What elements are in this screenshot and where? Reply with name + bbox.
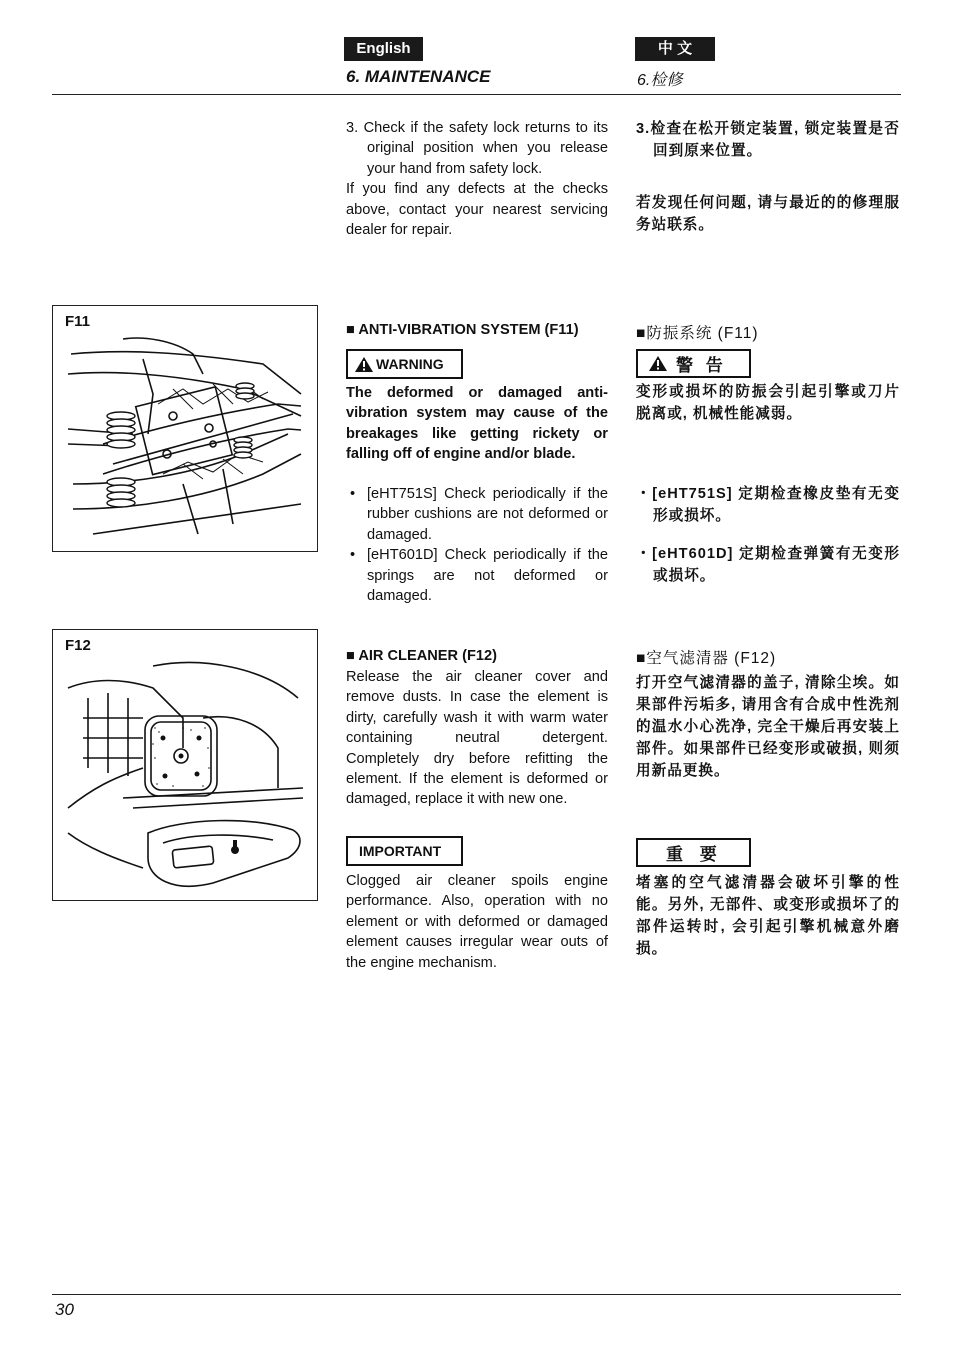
figure-f11 — [52, 305, 318, 552]
warning-triangle-icon — [354, 356, 374, 373]
bullet-eht751s-cn: ・[eHT751S] 定期检查橡皮垫有无变形或损坏。 — [636, 486, 900, 524]
safety-lock-note-cn: 若发现任何问题, 请与最近的的修理服务站联系。 — [636, 195, 900, 233]
warning-triangle-icon-cn — [648, 355, 668, 372]
bullet-eht751s: • [eHT751S] Check periodically if the rubber cushions are not deformed or damaged. — [346, 484, 608, 545]
air-cleaner-heading-cn: ■空气滤清器 (F12) — [636, 650, 777, 667]
figure-label-f11: F11 — [65, 313, 91, 330]
safety-lock-item: 3. Check if the safety lock returns to its original position when you release your hand from safety lock. — [346, 120, 608, 177]
safety-lock-item-cn: 3.检查在松开锁定装置, 锁定装置是否回到原来位置。 — [636, 121, 900, 159]
warning-label-cn: 警 告 — [676, 356, 727, 375]
important-label-cn: 重 要 — [666, 845, 723, 864]
figure-label-f12: F12 — [65, 637, 91, 654]
page-number: 30 — [55, 1300, 74, 1319]
header-rule — [52, 94, 901, 95]
important-label-box-cn — [636, 838, 751, 867]
important-text: Clogged air cleaner spoils engine performance. Also, operation with no element or with deformed or damaged element causes irregular wear outs of the engine mechanism. — [346, 873, 608, 971]
air-cleaner-illustration — [63, 658, 307, 894]
anti-vibration-bullets-cn — [636, 483, 900, 587]
section-title-en: 6. MAINTENANCE — [346, 67, 491, 86]
safety-lock-text-cn — [636, 118, 900, 236]
anti-vibration-bullets-en — [346, 484, 608, 606]
warning-label: WARNING — [376, 356, 444, 372]
anti-vibration-illustration — [63, 334, 307, 546]
important-label: IMPORTANT — [359, 843, 442, 859]
safety-lock-note: If you find any defects at the checks above, contact your nearest servicing dealer for repair. — [346, 181, 608, 239]
safety-lock-text-en — [346, 118, 608, 240]
footer-rule — [52, 1294, 901, 1295]
spring-left-upper — [107, 412, 135, 448]
air-cleaner-heading: ■ AIR CLEANER (F12) — [346, 648, 497, 664]
warning-label-box — [346, 349, 463, 379]
bullet-eht601d-cn: ・[eHT601D] 定期检查弹簧有无变形或损坏。 — [636, 546, 900, 584]
figure-f12 — [52, 629, 318, 901]
section-title-cn: 6.检修 — [637, 72, 683, 89]
important-label-box — [346, 836, 463, 866]
warning-text: The deformed or damaged anti-vibration system may cause of the breakages like getting rickety or falling off of engine and/or blade. — [346, 385, 608, 463]
anti-vibration-heading-cn: ■防振系统 (F11) — [636, 325, 759, 342]
language-tag-english: English — [344, 37, 423, 61]
important-text-cn: 堵塞的空气滤清器会破坏引擎的性能。另外, 无部件、或变形或损坏了的部件运转时, 会引起引擎机械意外磨损。 — [636, 875, 900, 957]
anti-vibration-heading: ■ ANTI-VIBRATION SYSTEM (F11) — [346, 322, 579, 338]
air-cleaner-body: Release the air cleaner cover and remove dusts. In case the element is dirty, carefully wash it with warm water containing neutral detergent. Completely dry before refitting the element. If the element is deformed or damaged, replace it with new one. — [346, 669, 608, 808]
air-cleaner-body-cn: 打开空气滤清器的盖子, 清除尘埃。如果部件污垢多, 请用含有合成中性洗剂的温水小心洗净, 完全干燥后再安装上部件。如果部件已经变形或破损, 则须用新品更换。 — [636, 675, 900, 779]
bullet-eht601d: • [eHT601D] Check periodically if the springs are not deformed or damaged. — [346, 545, 608, 606]
warning-text-cn: 变形或损坏的防振会引起引擎或刀片脱离或, 机械性能减弱。 — [636, 384, 900, 422]
warning-label-box-cn — [636, 349, 751, 378]
language-tag-chinese: 中 文 — [635, 37, 715, 61]
